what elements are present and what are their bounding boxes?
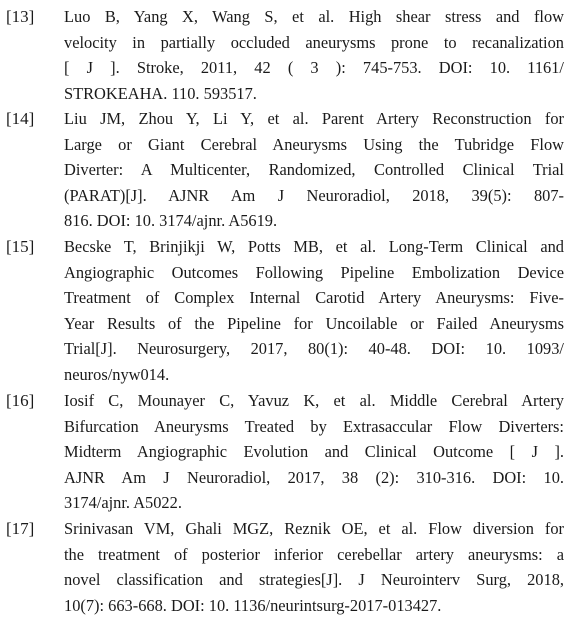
reference-line: Iosif C, Mounayer C, Yavuz K, et al. Middle Cerebral Artery — [64, 388, 564, 414]
reference-number: [17] — [6, 516, 34, 541]
reference-text — [64, 234, 564, 387]
reference-line: [ J ]. Stroke, 2011, 42 ( 3 ): 745-753. DOI: 10. 1161/ — [64, 55, 564, 81]
reference-line: (PARAT)[J]. AJNR Am J Neuroradiol, 2018, 39(5): 807- — [64, 183, 564, 209]
reference-text — [64, 388, 564, 516]
reference-line: Large or Giant Cerebral Aneurysms Using the Tubridge Flow — [64, 132, 564, 158]
reference-text — [64, 4, 564, 106]
reference-line: Becske T, Brinjikji W, Potts MB, et al. Long-Term Clinical and — [64, 234, 564, 260]
reference-line: Luo B, Yang X, Wang S, et al. High shear stress and flow — [64, 4, 564, 30]
reference-line: novel classification and strategies[J]. J Neurointerv Surg, 2018, — [64, 567, 564, 593]
reference-line: Srinivasan VM, Ghali MGZ, Reznik OE, et al. Flow diversion for — [64, 516, 564, 542]
reference-number: [14] — [6, 106, 34, 131]
reference-number: [15] — [6, 234, 34, 259]
reference-number: [13] — [6, 4, 34, 29]
reference-line: Year Results of the Pipeline for Uncoilable or Failed Aneurysms — [64, 311, 564, 337]
reference-line: Bifurcation Aneurysms Treated by Extrasaccular Flow Diverters: — [64, 414, 564, 440]
reference-line: STROKEAHA. 110. 593517. — [64, 81, 564, 107]
reference-text — [64, 106, 564, 234]
reference-line: the treatment of posterior inferior cerebellar artery aneurysms: a — [64, 542, 564, 568]
reference-line: 3174/ajnr. A5022. — [64, 490, 564, 516]
reference-line: Midterm Angiographic Evolution and Clinical Outcome [ J ]. — [64, 439, 564, 465]
reference-number: [16] — [6, 388, 34, 413]
reference-line: Angiographic Outcomes Following Pipeline Embolization Device — [64, 260, 564, 286]
reference-line: neuros/nyw014. — [64, 362, 564, 388]
reference-line: AJNR Am J Neuroradiol, 2017, 38 (2): 310-316. DOI: 10. — [64, 465, 564, 491]
reference-line: 816. DOI: 10. 3174/ajnr. A5619. — [64, 208, 564, 234]
reference-line: Treatment of Complex Internal Carotid Artery Aneurysms: Five- — [64, 285, 564, 311]
reference-line: Diverter: A Multicenter, Randomized, Controlled Clinical Trial — [64, 157, 564, 183]
reference-line: Trial[J]. Neurosurgery, 2017, 80(1): 40-48. DOI: 10. 1093/ — [64, 336, 564, 362]
reference-line: Liu JM, Zhou Y, Li Y, et al. Parent Artery Reconstruction for — [64, 106, 564, 132]
reference-line: velocity in partially occluded aneurysms prone to recanalization — [64, 30, 564, 56]
reference-line: 10(7): 663-668. DOI: 10. 1136/neurintsurg-2017-013427. — [64, 593, 564, 618]
reference-text — [64, 516, 564, 618]
